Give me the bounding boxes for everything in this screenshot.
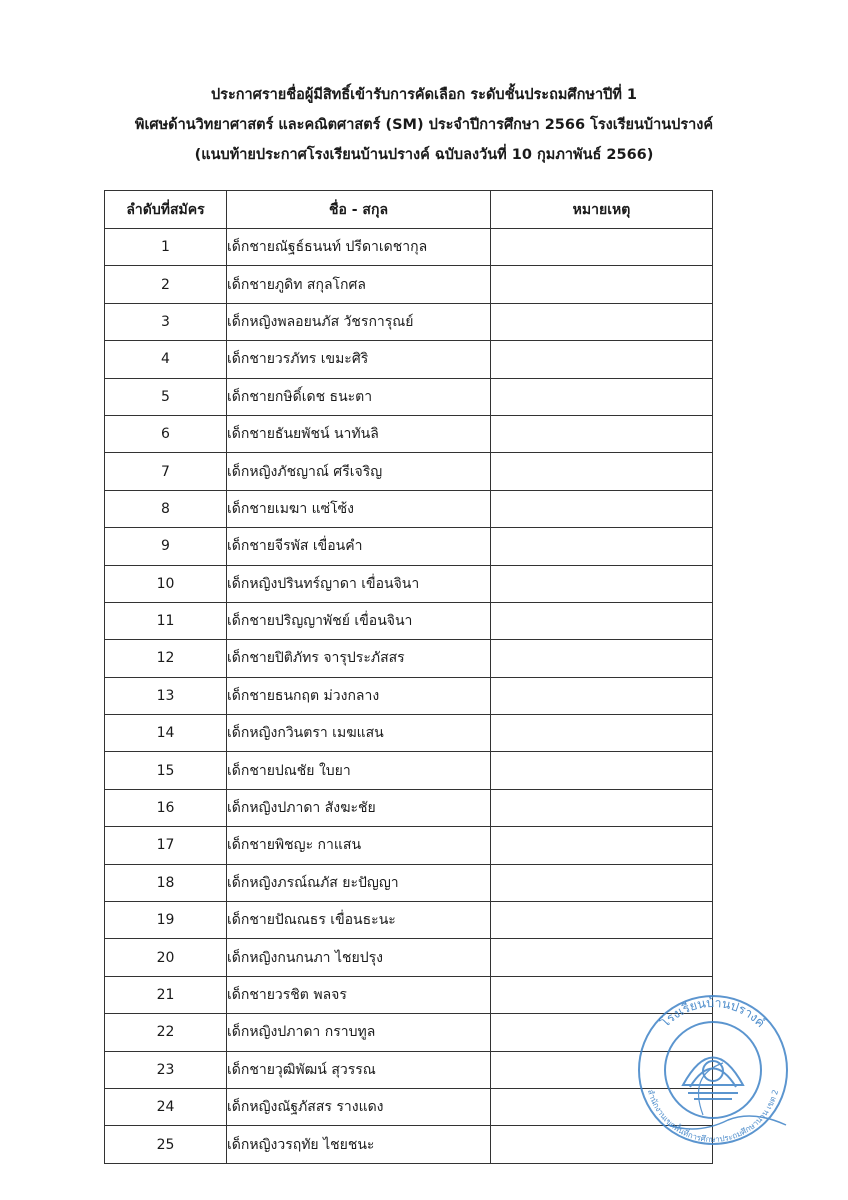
table-row — [105, 939, 713, 976]
row-note — [491, 976, 713, 1013]
row-name: เด็กชายธันยพัชน์ นาทันลิ — [227, 415, 491, 452]
table-row — [105, 864, 713, 901]
row-note — [491, 453, 713, 490]
header-line-3: (แนบท้ายประกาศโรงเรียนบ้านปรางค์ ฉบับลงวันที่ 10 กุมภาพันธ์ 2566) — [194, 147, 654, 163]
row-number: 4 — [105, 341, 227, 378]
row-name: เด็กหญิงวรฤทัย ไชยชนะ — [227, 1126, 491, 1163]
row-note — [491, 303, 713, 340]
column-header-name: ชื่อ - สกุล — [227, 191, 491, 229]
table-body — [105, 229, 713, 1164]
row-number: 24 — [105, 1088, 227, 1125]
row-name: เด็กชายวุฒิพัฒน์ สุวรรณ — [227, 1051, 491, 1088]
row-number: 16 — [105, 789, 227, 826]
row-number: 14 — [105, 715, 227, 752]
row-note — [491, 902, 713, 939]
row-note — [491, 565, 713, 602]
row-number: 10 — [105, 565, 227, 602]
table-row — [105, 976, 713, 1013]
table-row — [105, 490, 713, 527]
table-row — [105, 378, 713, 415]
table-row — [105, 602, 713, 639]
table-row — [105, 565, 713, 602]
row-note — [491, 939, 713, 976]
row-note — [491, 602, 713, 639]
row-note — [491, 827, 713, 864]
row-name: เด็กชายวรภัทร เขมะศิริ — [227, 341, 491, 378]
table-row — [105, 453, 713, 490]
row-note — [491, 677, 713, 714]
seal-top-text: โรงเรียนบ้านปรางค์ — [657, 994, 769, 1031]
table-row — [105, 415, 713, 452]
row-name: เด็กหญิงภัชญาณ์ ศรีเจริญ — [227, 453, 491, 490]
row-name: เด็กชายวรชิต พลจร — [227, 976, 491, 1013]
row-number: 15 — [105, 752, 227, 789]
seal-bottom-text: สำนักงานเขตพื้นที่การศึกษาประถมศึกษาน่าน เขต 2 — [645, 1088, 781, 1145]
table-row — [105, 789, 713, 826]
row-name: เด็กชายปิติภัทร จารุประภัสสร — [227, 640, 491, 677]
row-name: เด็กหญิงภรณ์ณภัส ยะปัญญา — [227, 864, 491, 901]
row-note — [491, 266, 713, 303]
row-note — [491, 752, 713, 789]
table-row — [105, 266, 713, 303]
row-number: 1 — [105, 229, 227, 266]
row-number: 25 — [105, 1126, 227, 1163]
row-name: เด็กหญิงปภาดา กราบทูล — [227, 1014, 491, 1051]
row-number: 6 — [105, 415, 227, 452]
row-note — [491, 378, 713, 415]
table-row — [105, 1051, 713, 1088]
row-name: เด็กชายปณชัย ใบยา — [227, 752, 491, 789]
table-row — [105, 640, 713, 677]
row-name: เด็กชายภูดิท สกุลโกศล — [227, 266, 491, 303]
row-number: 2 — [105, 266, 227, 303]
row-name: เด็กชายจีรพัส เขื่อนคำ — [227, 528, 491, 565]
row-note — [491, 341, 713, 378]
row-note — [491, 640, 713, 677]
row-number: 11 — [105, 602, 227, 639]
row-number: 5 — [105, 378, 227, 415]
table-row — [105, 752, 713, 789]
row-note — [491, 490, 713, 527]
table-row — [105, 341, 713, 378]
row-name: เด็กชายณัฐธ์ธนนท์ ปรีดาเดชากุล — [227, 229, 491, 266]
header-line-2: พิเศษด้านวิทยาศาสตร์ และคณิตศาสตร์ (SM) ประจำปีการศึกษา 2566 โรงเรียนบ้านปรางค์ — [134, 117, 714, 133]
row-name: เด็กชายกษิดิ์เดช ธนะตา — [227, 378, 491, 415]
row-note — [491, 1014, 713, 1051]
row-number: 21 — [105, 976, 227, 1013]
row-name: เด็กชายพิชญะ กาแสน — [227, 827, 491, 864]
row-name: เด็กชายปัณณธร เขื่อนธะนะ — [227, 902, 491, 939]
table-row — [105, 1088, 713, 1125]
row-note — [491, 1126, 713, 1163]
row-name: เด็กชายธนกฤต ม่วงกลาง — [227, 677, 491, 714]
row-note — [491, 229, 713, 266]
row-number: 17 — [105, 827, 227, 864]
row-note — [491, 1088, 713, 1125]
table-row — [105, 902, 713, 939]
row-name: เด็กหญิงกวินตรา เมฆแสน — [227, 715, 491, 752]
row-name: เด็กหญิงกนกนภา ไชยปรุง — [227, 939, 491, 976]
column-header-note: หมายเหตุ — [491, 191, 713, 229]
row-note — [491, 789, 713, 826]
row-note — [491, 864, 713, 901]
row-number: 8 — [105, 490, 227, 527]
table-row — [105, 303, 713, 340]
row-name: เด็กหญิงณัฐภัสสร รางแดง — [227, 1088, 491, 1125]
table-row — [105, 1014, 713, 1051]
row-name: เด็กหญิงปรินทร์ญาดา เขื่อนจินา — [227, 565, 491, 602]
row-number: 7 — [105, 453, 227, 490]
table-row — [105, 229, 713, 266]
column-header-number: ลำดับที่สมัคร — [105, 191, 227, 229]
row-number: 20 — [105, 939, 227, 976]
row-number: 19 — [105, 902, 227, 939]
table-row — [105, 677, 713, 714]
row-number: 9 — [105, 528, 227, 565]
row-name: เด็กหญิงพลอยนภัส วัชรการุณย์ — [227, 303, 491, 340]
row-name: เด็กชายเมฆา แซ่โซ้ง — [227, 490, 491, 527]
row-number: 22 — [105, 1014, 227, 1051]
table-row — [105, 1126, 713, 1163]
header-line-1: ประกาศรายชื่อผู้มีสิทธิ์เข้ารับการคัดเลือก ระดับชั้นประถมศึกษาปีที่ 1 — [210, 87, 638, 103]
row-name: เด็กชายปริญญาพัชย์ เขื่อนจินา — [227, 602, 491, 639]
table-row — [105, 528, 713, 565]
document-header — [0, 80, 848, 170]
row-name: เด็กหญิงปภาดา สังฆะชัย — [227, 789, 491, 826]
row-note — [491, 415, 713, 452]
row-note — [491, 715, 713, 752]
table-header-row — [105, 191, 713, 229]
candidate-table — [104, 190, 713, 1164]
row-number: 23 — [105, 1051, 227, 1088]
row-number: 13 — [105, 677, 227, 714]
row-number: 3 — [105, 303, 227, 340]
table-row — [105, 715, 713, 752]
row-note — [491, 1051, 713, 1088]
table-row — [105, 827, 713, 864]
row-note — [491, 528, 713, 565]
row-number: 18 — [105, 864, 227, 901]
row-number: 12 — [105, 640, 227, 677]
